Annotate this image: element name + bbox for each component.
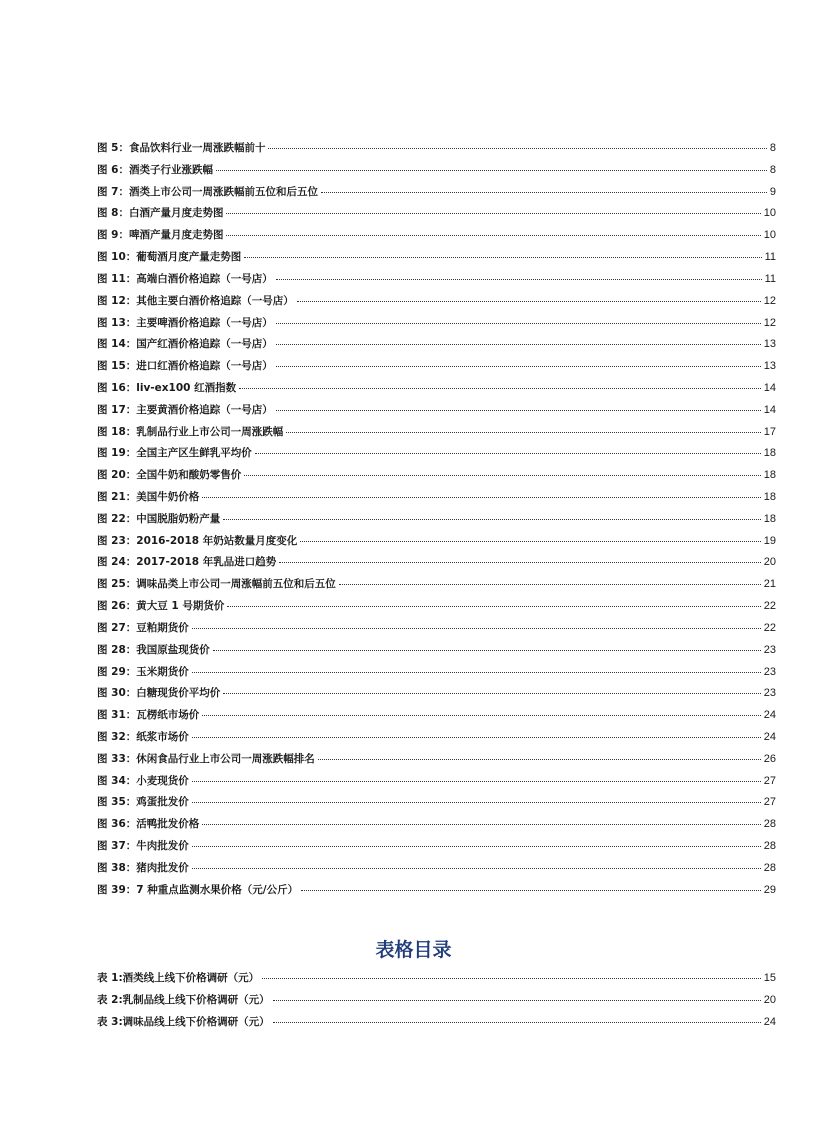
dot-leader [273,1022,761,1023]
dot-leader [276,366,761,367]
dot-leader [244,475,760,476]
figure-toc-entry[interactable] [97,315,776,337]
dot-leader [321,192,767,193]
figure-toc-entry[interactable] [97,838,776,860]
toc-entry-label: 图 9：啤酒产量月度走势图 [97,229,224,242]
figure-toc-entry[interactable] [97,664,776,686]
figure-toc-entry[interactable] [97,162,776,184]
toc-entry-label: 图 11：高端白酒价格追踪（一号店） [97,272,273,285]
toc-entry-label: 图 19：全国主产区生鲜乳平均价 [97,447,252,460]
figure-toc-entry[interactable] [97,511,776,533]
toc-entry-label: 图 14：国产红酒价格追踪（一号店） [97,338,273,351]
toc-entry-page-number: 10 [763,229,776,242]
figure-toc-entry[interactable] [97,860,776,882]
dot-leader [192,781,761,782]
dot-leader [262,978,761,979]
figure-toc-entry[interactable] [97,620,776,642]
figure-toc-entry[interactable] [97,336,776,358]
toc-entry-label: 图 30：白糖现货价平均价 [97,687,221,700]
dot-leader [297,301,761,302]
toc-entry-label: 图 8：白酒产量月度走势图 [97,207,224,220]
toc-entry-page-number: 24 [763,730,776,743]
toc-entry-page-number: 24 [763,1015,776,1028]
toc-entry-page-number: 13 [763,360,776,373]
toc-entry-label: 图 24：2017-2018 年乳品进口趋势 [97,556,277,569]
toc-entry-page-number: 11 [764,272,776,285]
dot-leader [276,410,761,411]
figure-toc-entry[interactable] [97,707,776,729]
toc-entry-page-number: 14 [763,381,776,394]
toc-entry-page-number: 28 [763,840,776,852]
figure-toc-list [97,140,776,903]
dot-leader [227,606,760,607]
figure-toc-entry[interactable] [97,402,776,424]
toc-entry-page-number: 18 [763,469,776,482]
figure-toc-entry[interactable] [97,554,776,576]
toc-entry-page-number: 24 [763,709,776,722]
dot-leader [339,584,761,585]
figure-toc-entry[interactable] [97,794,776,816]
toc-entry-page-number: 28 [763,818,776,831]
toc-entry-page-number: 18 [763,491,776,503]
toc-entry-page-number: 17 [763,425,776,438]
toc-entry-label: 图 37：牛肉批发价 [97,840,189,852]
dot-leader [192,802,761,803]
toc-entry-label: 图 15：进口红酒价格追踪（一号店） [97,360,273,373]
figure-toc-entry[interactable] [97,445,776,467]
figure-toc-entry[interactable] [97,882,776,904]
toc-entry-label: 图 38：猪肉批发价 [97,861,189,874]
toc-entry-page-number: 22 [763,600,776,613]
toc-entry-page-number: 9 [769,185,776,198]
toc-entry-page-number: 28 [763,861,776,874]
toc-entry-label: 图 25：调味品类上市公司一周涨幅前五位和后五位 [97,578,336,591]
toc-entry-page-number: 15 [763,972,776,984]
dot-leader [279,562,761,563]
figure-toc-entry[interactable] [97,489,776,511]
toc-entry-page-number: 21 [763,578,776,591]
figure-toc-entry[interactable] [97,358,776,380]
toc-entry-label: 图 31：瓦楞纸市场价 [97,709,200,722]
table-toc-list [97,970,776,1035]
dot-leader [318,759,761,760]
toc-entry-page-number: 22 [763,621,776,634]
toc-entry-page-number: 12 [763,316,776,329]
toc-entry-label: 图 17：主要黄酒价格追踪（一号店） [97,403,273,416]
toc-entry-label: 图 35：鸡蛋批发价 [97,796,189,809]
toc-entry-page-number: 26 [763,752,776,765]
tables-toc-title: 表格目录 [375,939,452,961]
toc-entry-label: 图 29：玉米期货价 [97,665,189,678]
figure-toc-entry[interactable] [97,642,776,664]
dot-leader [286,432,760,433]
dot-leader [268,148,766,149]
figure-toc-entry[interactable] [97,816,776,838]
toc-entry-label: 图 33：休闲食品行业上市公司一周涨跌幅排名 [97,752,315,765]
figure-toc-entry[interactable] [97,249,776,271]
toc-entry-label: 图 5：食品饮料行业一周涨跌幅前十 [97,142,266,154]
figure-toc-entry[interactable] [97,184,776,206]
dot-leader [192,737,761,738]
toc-entry-page-number: 19 [763,534,776,547]
dot-leader [300,541,761,542]
dot-leader [276,323,761,324]
toc-entry-page-number: 27 [763,774,776,787]
table-toc-entry[interactable] [97,992,776,1014]
figure-toc-entry[interactable] [97,685,776,707]
toc-entry-page-number: 20 [763,556,776,569]
figure-toc-entry[interactable] [97,205,776,227]
dot-leader [192,868,761,869]
dot-leader [202,715,760,716]
toc-entry-label: 图 26：黄大豆 1 号期货价 [97,600,225,613]
toc-entry-page-number: 13 [763,338,776,351]
dot-leader [273,1000,761,1001]
figure-toc-entry[interactable] [97,380,776,402]
figure-toc-entry[interactable] [97,467,776,489]
toc-entry-label: 图 32：纸浆市场价 [97,730,189,743]
toc-entry-label: 图 12：其他主要白酒价格追踪（一号店） [97,294,294,307]
toc-entry-label: 表 3:调味品线上线下价格调研（元） [97,1015,270,1028]
table-toc-entry[interactable] [97,970,776,992]
toc-entry-label: 图 27：豆粕期货价 [97,621,189,634]
toc-entry-page-number: 8 [769,163,776,176]
toc-entry-page-number: 23 [763,687,776,700]
figure-toc-entry[interactable] [97,227,776,249]
dot-leader [255,453,761,454]
dot-leader [244,257,761,258]
toc-entry-label: 图 7：酒类上市公司一周涨跌幅前五位和后五位 [97,185,318,198]
toc-entry-label: 图 6：酒类子行业涨跌幅 [97,163,213,176]
dot-leader [216,170,767,171]
dot-leader [226,235,760,236]
dot-leader [239,388,761,389]
dot-leader [202,497,760,498]
dot-leader [213,650,761,651]
toc-entry-page-number: 20 [763,993,776,1006]
toc-entry-page-number: 8 [769,142,776,154]
dot-leader [223,519,760,520]
figure-toc-entry[interactable] [97,140,776,162]
toc-entry-label: 图 21：美国牛奶价格 [97,491,200,503]
toc-entry-label: 图 16：liv-ex100 红酒指数 [97,381,237,394]
dot-leader [223,693,760,694]
figure-toc-entry[interactable] [97,729,776,751]
dot-leader [192,846,761,847]
toc-entry-label: 图 34：小麦现货价 [97,774,189,787]
figure-toc-entry[interactable] [97,773,776,795]
dot-leader [276,344,761,345]
figure-toc-entry[interactable] [97,271,776,293]
toc-entry-label: 图 39：7 种重点监测水果价格（元/公斤） [97,883,299,896]
toc-entry-label: 图 28：我国原盐现货价 [97,643,210,656]
toc-entry-page-number: 23 [763,643,776,656]
toc-entry-page-number: 27 [763,796,776,809]
dot-leader [192,628,761,629]
toc-entry-page-number: 10 [763,207,776,220]
dot-leader [301,890,761,891]
dot-leader [276,279,762,280]
toc-entry-page-number: 11 [764,251,776,264]
toc-entry-label: 图 13：主要啤酒价格追踪（一号店） [97,316,273,329]
toc-entry-page-number: 18 [763,512,776,525]
figure-toc-entry[interactable] [97,751,776,773]
figure-toc-entry[interactable] [97,293,776,315]
table-toc-entry[interactable] [97,1014,776,1036]
dot-leader [192,672,761,673]
toc-entry-label: 图 18：乳制品行业上市公司一周涨跌幅 [97,425,284,438]
toc-entry-label: 表 2:乳制品线上线下价格调研（元） [97,993,270,1006]
dot-leader [226,213,760,214]
figure-toc-entry[interactable] [97,576,776,598]
toc-entry-page-number: 29 [763,883,776,896]
toc-entry-label: 表 1:酒类线上线下价格调研（元） [97,972,260,984]
figure-toc-entry[interactable] [97,424,776,446]
toc-entry-label: 图 22：中国脱脂奶粉产量 [97,512,221,525]
dot-leader [202,824,760,825]
toc-entry-page-number: 23 [763,665,776,678]
toc-entry-label: 图 23：2016-2018 年奶站数量月度变化 [97,534,298,547]
toc-entry-label: 图 20：全国牛奶和酸奶零售价 [97,469,242,482]
toc-entry-page-number: 18 [763,447,776,460]
toc-entry-label: 图 10：葡萄酒月度产量走势图 [97,251,242,264]
toc-entry-page-number: 12 [763,294,776,307]
toc-entry-label: 图 36：活鸭批发价格 [97,818,200,831]
toc-entry-page-number: 14 [763,403,776,416]
figure-toc-entry[interactable] [97,533,776,555]
figure-toc-entry[interactable] [97,598,776,620]
